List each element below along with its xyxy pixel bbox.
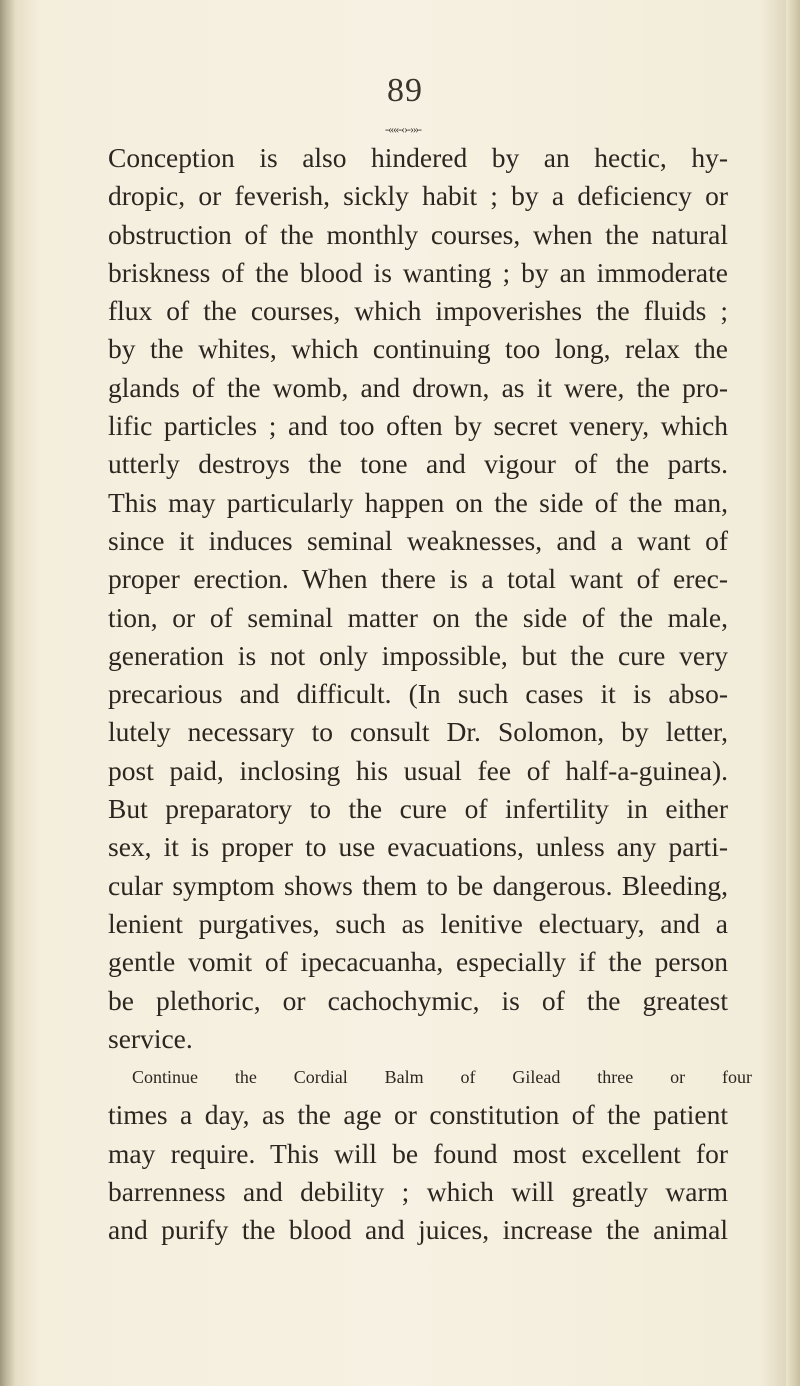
header-ornament: -««-‹›-›»- bbox=[385, 122, 421, 136]
page-binding-edge bbox=[0, 0, 14, 1386]
text-line: generation is not only impossible, but the cure very bbox=[108, 639, 728, 671]
text-line: gentle vomit of ipecacuanha, especially if the person bbox=[108, 946, 728, 978]
text-line: since it induces seminal weaknesses, and a want of bbox=[108, 524, 728, 556]
text-line: briskness of the blood is wanting ; by an immoderate bbox=[108, 256, 728, 288]
text-line: This may particularly happen on the side of the man, bbox=[108, 486, 728, 518]
text-line: tion, or of seminal matter on the side of the male, bbox=[108, 601, 728, 633]
text-line: barrenness and debility ; which will greatly warm bbox=[108, 1176, 728, 1208]
text-line: flux of the courses, which impoverishes the fluids ; bbox=[108, 295, 728, 327]
page-number: 89 bbox=[387, 72, 423, 109]
text-line: lutely necessary to consult Dr. Solomon, by letter, bbox=[108, 716, 728, 748]
text-line: times a day, as the age or constitution of the patient bbox=[108, 1099, 728, 1131]
text-line: lific particles ; and too often by secret venery, which bbox=[108, 410, 728, 442]
text-line: by the whites, which continuing too long, relax the bbox=[108, 333, 728, 365]
text-line: cular symptom shows them to be dangerous. Bleeding, bbox=[108, 869, 728, 901]
text-line: Conception is also hindered by an hectic, hy- bbox=[108, 142, 728, 173]
text-line: obstruction of the monthly courses, when the natural bbox=[108, 218, 728, 250]
text-line: utterly destroys the tone and vigour of the parts. bbox=[108, 448, 728, 480]
text-line: and purify the blood and juices, increase the animal bbox=[108, 1214, 728, 1246]
text-line: glands of the womb, and drown, as it were, the pro- bbox=[108, 371, 728, 403]
body-text bbox=[108, 139, 752, 1250]
text-line: proper erection. When there is a total want of erec- bbox=[108, 563, 728, 595]
text-line: But preparatory to the cure of infertility in either bbox=[108, 793, 728, 825]
text-line: Continue the Cordial Balm of Gilead three or four bbox=[132, 1067, 752, 1088]
text-line: service. bbox=[108, 1022, 193, 1054]
text-line: may require. This will be found most excellent for bbox=[108, 1137, 728, 1169]
text-line: be plethoric, or cachochymic, is of the greatest bbox=[108, 984, 728, 1016]
text-line: lenient purgatives, such as lenitive electuary, and a bbox=[108, 907, 728, 939]
text-line: sex, it is proper to use evacuations, unless any parti- bbox=[108, 831, 728, 863]
page-right-edge bbox=[786, 0, 800, 1386]
text-line: dropic, or feverish, sickly habit ; by a deficiency or bbox=[108, 180, 728, 212]
text-line: post paid, inclosing his usual fee of half-a-guinea). bbox=[108, 754, 728, 786]
text-line: precarious and difficult. (In such cases it is abso- bbox=[108, 678, 728, 710]
